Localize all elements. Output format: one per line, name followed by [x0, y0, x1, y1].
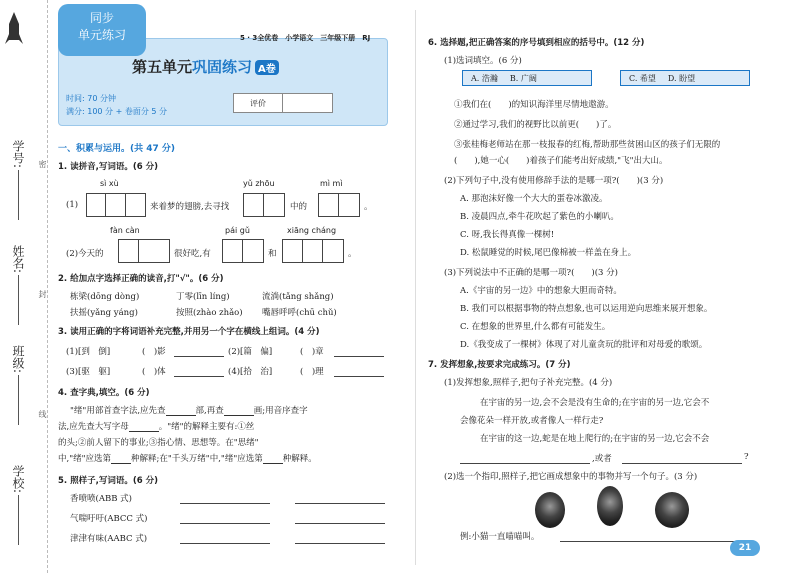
time-info: 时间: 70 分钟: [66, 94, 116, 103]
q1-grid-6[interactable]: [282, 239, 344, 263]
title-badge: A卷: [255, 60, 279, 75]
q2-stem: 2. 给加点字选择正确的读音,打"√"。(6 分): [58, 274, 224, 284]
q4-p4: 中,"绪"应选第 种解释;在"千头万绪"中,"绪"应选第 种解释。: [58, 454, 317, 464]
q3-item-1: (1)[到 倒]: [66, 347, 111, 357]
q1-grid-1[interactable]: [86, 193, 146, 217]
q1-line2-end: 。: [348, 249, 357, 259]
q1-pinyin-5: pái gǔ: [225, 226, 250, 235]
q1-line1-mid1: 来着梦的翅膀,去寻找: [150, 202, 230, 212]
school-line: [18, 495, 19, 545]
q6-options-ab: [462, 70, 592, 86]
q1-pinyin-2: yǔ zhōu: [243, 179, 275, 188]
q4-p1: "绪"用部首查字法,应先查 部,再查 画;用音序查字: [70, 406, 308, 416]
q1-line1-end: 。: [364, 202, 373, 212]
q1-pinyin-6: xiāng cháng: [287, 226, 337, 235]
q7-example-4: ,或者: [592, 454, 612, 464]
q3-item-2: ( )影: [142, 347, 166, 357]
evaluation-box: [233, 93, 333, 113]
q5-blank-1b[interactable]: [295, 503, 385, 504]
name-line: [18, 275, 19, 325]
q4-stem: 4. 查字典,填空。(6 分): [58, 388, 150, 398]
q5-row-2: 气喘吁吁(ABCC 式): [70, 514, 148, 524]
q7-stem: 7. 发挥想象,按要求完成练习。(7 分): [428, 360, 571, 370]
q6-c3-c[interactable]: C. 在想象的世界里,什么都有可能发生。: [460, 322, 611, 332]
q5-blank-2a[interactable]: [180, 523, 270, 524]
page-title: [132, 56, 279, 77]
q3-item-6: ( )体: [142, 367, 166, 377]
q2-item-6[interactable]: 嘴唇呼呼(chū chǔ): [262, 308, 337, 318]
q3-blank-1[interactable]: [174, 356, 224, 357]
q6-option-d: D. 盼望: [667, 73, 696, 83]
score-info: 满分: 100 分 + 卷面分 5 分: [66, 107, 168, 116]
q2-item-4[interactable]: 扶摇(yǎng yáng): [70, 308, 138, 318]
q6-stem: 6. 选择题,把正确答案的序号填到相应的括号中。(12 分): [428, 38, 645, 48]
q1-pinyin-4: fàn càn: [110, 226, 140, 235]
eval-label: 评价: [250, 99, 266, 108]
q7-example-2: 会像花朵一样开放,或者像人一样行走?: [460, 416, 604, 426]
q6-s3b[interactable]: ( ),她一心( )着孩子们能考出好成绩,"飞"出大山。: [454, 156, 668, 166]
q1-line1-pre: (1): [66, 200, 79, 210]
school-label: 学校:: [11, 465, 25, 494]
q6-c2-c[interactable]: C. 呀,我长得真像一棵树!: [460, 230, 555, 240]
q6-options-cd: [620, 70, 750, 86]
q6-sub3: (3)下列说法中不正确的是哪一项?( )(3 分): [444, 268, 618, 278]
q6-c2-b[interactable]: B. 凌晨四点,牵牛花吹起了紫色的小喇叭。: [460, 212, 619, 222]
q6-option-c: C. 希望: [629, 73, 656, 83]
q7-example-5: ?: [744, 452, 749, 462]
q7-sub1: (1)发挥想象,照样子,把句子补充完整。(4 分): [444, 378, 613, 388]
fingerprint-icon-1[interactable]: [535, 492, 565, 528]
series-label: 5 · 3全优卷 小学语文 三年级下册 RJ: [240, 34, 371, 42]
badge-line2: 单元练习: [77, 27, 126, 42]
q6-c2-d[interactable]: D. 松鼠睡觉的时候,尾巴像棉被一样盖在身上。: [460, 248, 637, 258]
q3-item-8: ( )理: [300, 367, 324, 377]
q1-grid-3[interactable]: [318, 193, 360, 217]
q6-c3-a[interactable]: A.《宇宙的另一边》中的想象大胆而奇特。: [460, 286, 622, 296]
q6-s2[interactable]: ②通过学习,我们的视野比以前更( )了。: [454, 120, 617, 130]
q6-c2-a[interactable]: A. 那泡沫好像一个大大的蛋卷冰激凌。: [460, 194, 608, 204]
q6-c3-b[interactable]: B. 我们可以根据事物的特点想象,也可以运用逆向思维来展开想象。: [460, 304, 713, 314]
q7-answer-line[interactable]: [560, 541, 740, 542]
q6-s3[interactable]: ③张桂梅老师站在那一枝报春的红梅,帮助那些贫困山区的孩子们无限的: [454, 140, 721, 150]
q7-example-3: 在宇宙的这一边,蛇是在地上爬行的;在宇宙的另一边,它会不会: [480, 434, 710, 444]
q6-sub1: (1)选词填空。(6 分): [444, 56, 522, 66]
q4-p2: 法,应先查大写字母 。"绪"的解释主要有:①丝: [58, 422, 255, 432]
name-label: 姓名:: [11, 245, 25, 274]
page-number: 21: [730, 540, 760, 556]
q3-stem: 3. 读用正确的字将词语补充完整,并用另一个字在横线上组词。(4 分): [58, 327, 320, 337]
q5-row-3: 津津有味(AABC 式): [70, 534, 148, 544]
q3-blank-4[interactable]: [334, 376, 384, 377]
q1-line1-mid2: 中的: [290, 202, 308, 212]
q7-example-sentence: 例:小猫一直喵喵叫。: [460, 532, 540, 542]
q2-item-1[interactable]: 栋梁(dōng dòng): [70, 292, 140, 302]
q3-item-4: ( )章: [300, 347, 324, 357]
badge-line1: 同步: [89, 11, 114, 25]
q7-sub2: (2)选一个指印,照样子,把它画成想象中的事物并写一个句子。(3 分): [444, 472, 698, 482]
q3-item-7: (4)[拾 治]: [228, 367, 273, 377]
q1-grid-5[interactable]: [222, 239, 264, 263]
q1-line2-mid2: 和: [268, 249, 277, 259]
student-id-label: 学号:: [11, 140, 25, 169]
q5-blank-2b[interactable]: [295, 523, 385, 524]
student-id-line: [18, 170, 19, 220]
q5-blank-3b[interactable]: [295, 543, 385, 544]
cut-mark-mi: 密: [38, 160, 47, 168]
q1-line2-pre: (2)今天的: [66, 249, 104, 259]
q3-item-3: (2)[篇 偏]: [228, 347, 273, 357]
q5-row-1: 香喷喷(ABB 式): [70, 494, 132, 504]
q5-blank-1a[interactable]: [180, 503, 270, 504]
q6-s1[interactable]: ①我们在( )的知识海洋里尽情地遨游。: [454, 100, 614, 110]
class-line: [18, 375, 19, 425]
q1-pinyin-3: mì mì: [320, 179, 343, 188]
q1-line2-mid1: 很好吃,有: [174, 249, 211, 259]
q3-blank-2[interactable]: [334, 356, 384, 357]
q2-item-5[interactable]: 按照(zhào zhǎo): [176, 308, 243, 318]
cut-mark-xian: 线: [38, 410, 47, 418]
fingerprint-icon-3[interactable]: [655, 492, 689, 528]
binding-margin: [0, 0, 48, 573]
q3-blank-3[interactable]: [174, 376, 224, 377]
q1-stem: 1. 读拼音,写词语。(6 分): [58, 162, 158, 172]
sync-badge: [58, 4, 146, 56]
q7-blank-2[interactable]: [622, 463, 742, 464]
rocket-icon: [4, 10, 24, 50]
cut-mark-feng: 封: [38, 290, 47, 298]
q4-p3: 的头;②前人留下的事业;③指心情、思想等。在"思绪": [58, 438, 259, 448]
q1-grid-2[interactable]: [243, 193, 285, 217]
q6-option-b: B. 广阔: [509, 73, 537, 83]
title-prefix: 第五单元: [132, 58, 193, 76]
title-highlight: 巩固练习: [192, 58, 253, 76]
section-title: 一、积累与运用。(共 47 分): [58, 144, 176, 154]
q3-item-5: (3)[驱 躯]: [66, 367, 111, 377]
q5-blank-3a[interactable]: [180, 543, 270, 544]
page-divider: [415, 10, 416, 565]
q6-option-a: A. 浩瀚: [471, 73, 498, 83]
q6-sub2: (2)下列句子中,没有使用修辞手法的是哪一项?( )(3 分): [444, 176, 664, 186]
q6-c3-d[interactable]: D.《我变成了一棵树》体现了对儿童贪玩的批评和对母爱的歌颂。: [460, 340, 708, 350]
q2-item-3[interactable]: 流淌(tǎng shǎng): [262, 292, 334, 302]
q1-pinyin-1: sì xù: [100, 179, 119, 188]
q7-blank-1[interactable]: [460, 463, 590, 464]
q1-grid-4[interactable]: [118, 239, 170, 263]
fingerprint-icon-2[interactable]: [597, 486, 623, 526]
q7-example-1: 在宇宙的另一边,会不会是没有生命的;在宇宙的另一边,它会不: [480, 398, 710, 408]
q2-item-2[interactable]: 丁零(līn líng): [176, 292, 230, 302]
q5-stem: 5. 照样子,写词语。(6 分): [58, 476, 158, 486]
class-label: 班级:: [11, 345, 25, 374]
